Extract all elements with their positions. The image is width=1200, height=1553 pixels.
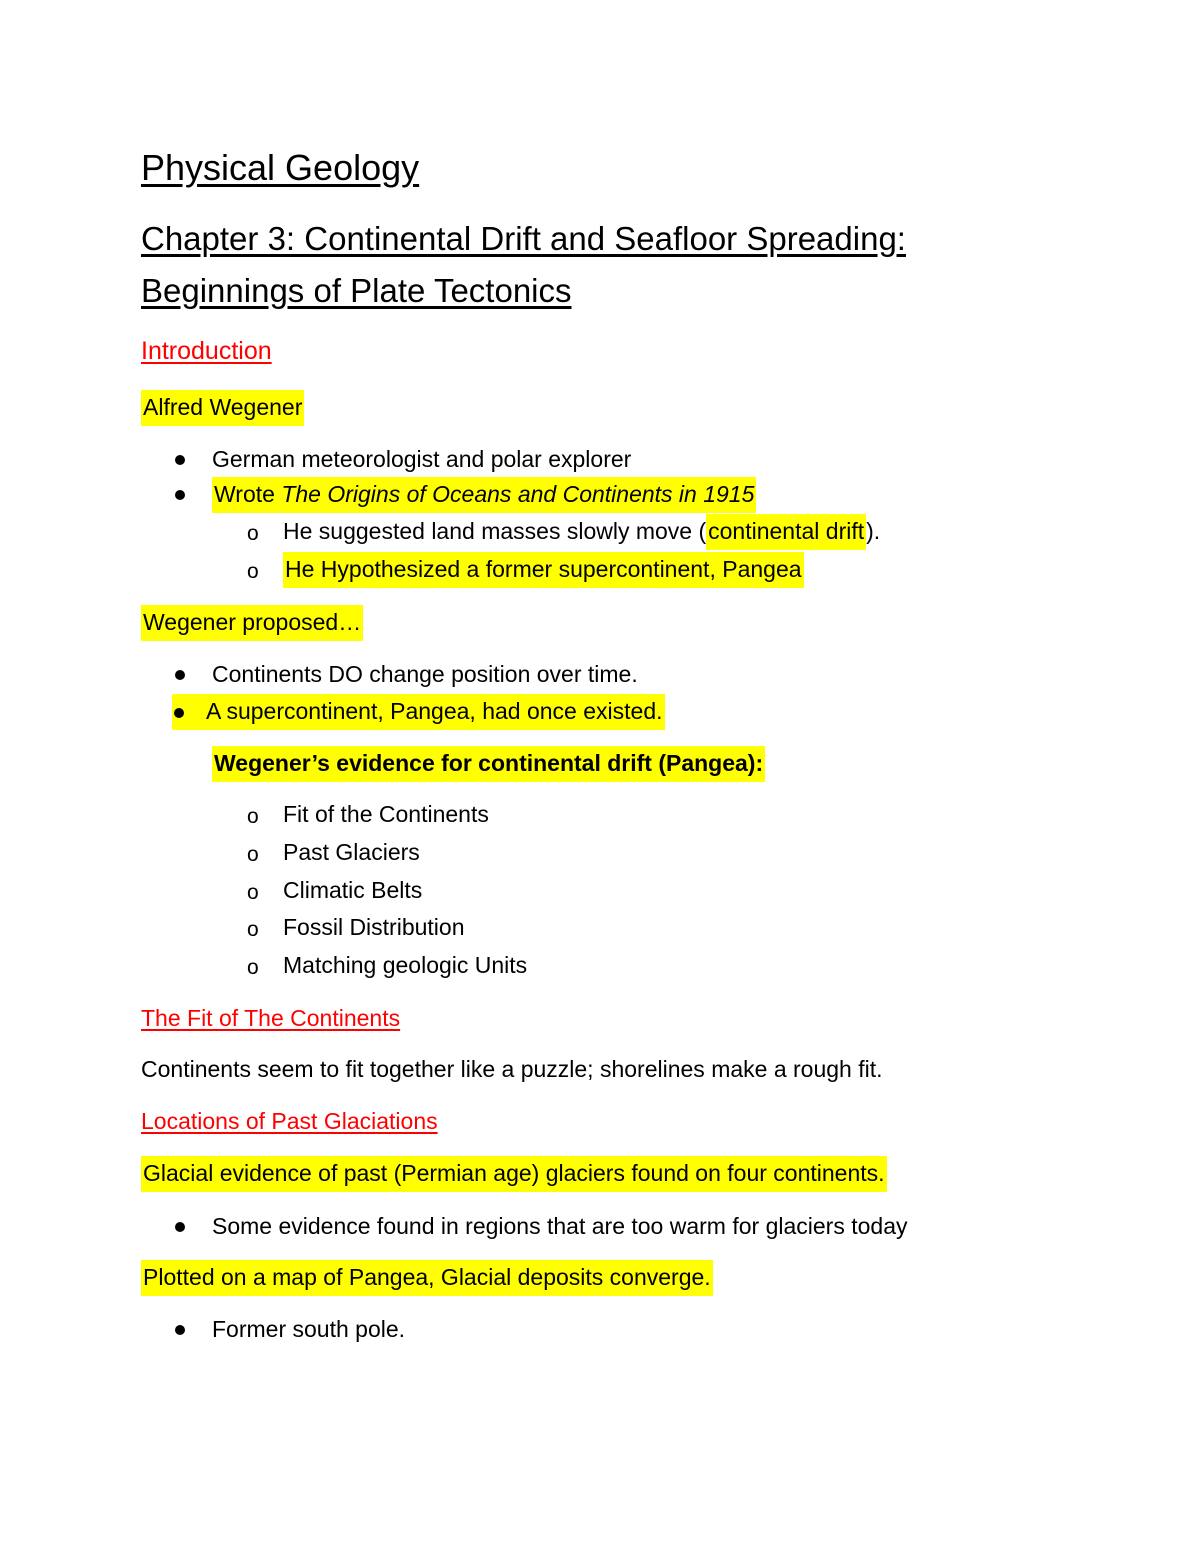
wegener-proposed-heading [141,611,363,634]
chapter-title-line-2: Beginnings of Plate Tectonics [141,272,572,309]
pangea-hypothesis-highlight: He Hypothesized a former supercontinent, Pangea [283,552,804,588]
bullet-dot-icon [175,1325,185,1335]
plotted-map-highlight: Plotted on a map of Pangea, Glacial deposits converge. [141,1260,713,1296]
evidence-item: Climatic Belts [283,877,423,903]
evidence-item: Matching geologic Units [283,952,528,978]
evidence-item: Past Glaciers [283,839,420,865]
evidence-heading [212,752,765,775]
wrote-prefix: Wrote [214,481,282,507]
document-title: Physical Geology [141,147,420,188]
sub-bullet-circle-icon: o [247,918,259,941]
continental-drift-highlight: continental drift [706,514,866,550]
bullet-dot-icon [174,708,184,718]
introduction-heading: Introduction [141,337,272,365]
supercontinent-existed-highlight [172,694,665,730]
sub-bullet-circle-icon: o [247,956,259,979]
glacial-evidence-line [141,1162,887,1185]
bullet-dot-icon [175,670,185,680]
alfred-wegener-subheading [141,396,304,419]
fit-text: Continents seem to fit together like a puzzle; shorelines make a rough fit. [141,1056,883,1082]
bullet-warm-regions: Some evidence found in regions that are too warm for glaciers today [212,1213,908,1239]
wegener-proposed-highlight: Wegener proposed… [141,605,363,641]
sub-bullet-circle-icon: o [247,805,259,828]
supercontinent-existed-text: A supercontinent, Pangea, had once existed. [206,698,663,724]
sub-bullet-circle-icon: o [247,881,259,904]
sub-bullet-pangea-hypothesis [283,558,804,581]
land-masses-before: He suggested land masses slowly move ( [283,518,707,544]
glacial-evidence-highlight: Glacial evidence of past (Permian age) glaciers found on four continents. [141,1156,887,1192]
plotted-map-line [141,1266,713,1289]
fit-heading: The Fit of The Continents [141,1005,401,1031]
glaciations-heading: Locations of Past Glaciations [141,1108,438,1134]
bullet-dot-icon [175,455,185,465]
bullet-supercontinent-existed [172,700,665,723]
bullet-continents-change: Continents DO change position over time. [212,661,638,687]
sub-bullet-circle-icon: o [247,522,259,545]
alfred-wegener-highlight: Alfred Wegener [141,390,304,426]
bullet-former-south-pole: Former south pole. [212,1316,406,1342]
sub-bullet-land-masses [283,520,880,543]
bullet-german-meteorologist: German meteorologist and polar explorer [212,446,632,472]
book-title: The Origins of Oceans and Continents in 1915 [281,481,755,507]
evidence-item: Fossil Distribution [283,914,465,940]
evidence-item: Fit of the Continents [283,801,489,827]
bullet-wrote-origins [212,483,756,506]
bullet-dot-icon [175,490,185,500]
chapter-title-line-1: Chapter 3: Continental Drift and Seafloor Spreading: [141,220,906,257]
wrote-origins-highlight [212,477,756,513]
bullet-dot-icon [175,1222,185,1232]
evidence-heading-highlight: Wegener’s evidence for continental drift (Pangea): [212,746,765,782]
sub-bullet-circle-icon: o [247,560,259,583]
land-masses-after: ). [866,518,881,544]
sub-bullet-circle-icon: o [247,843,259,866]
